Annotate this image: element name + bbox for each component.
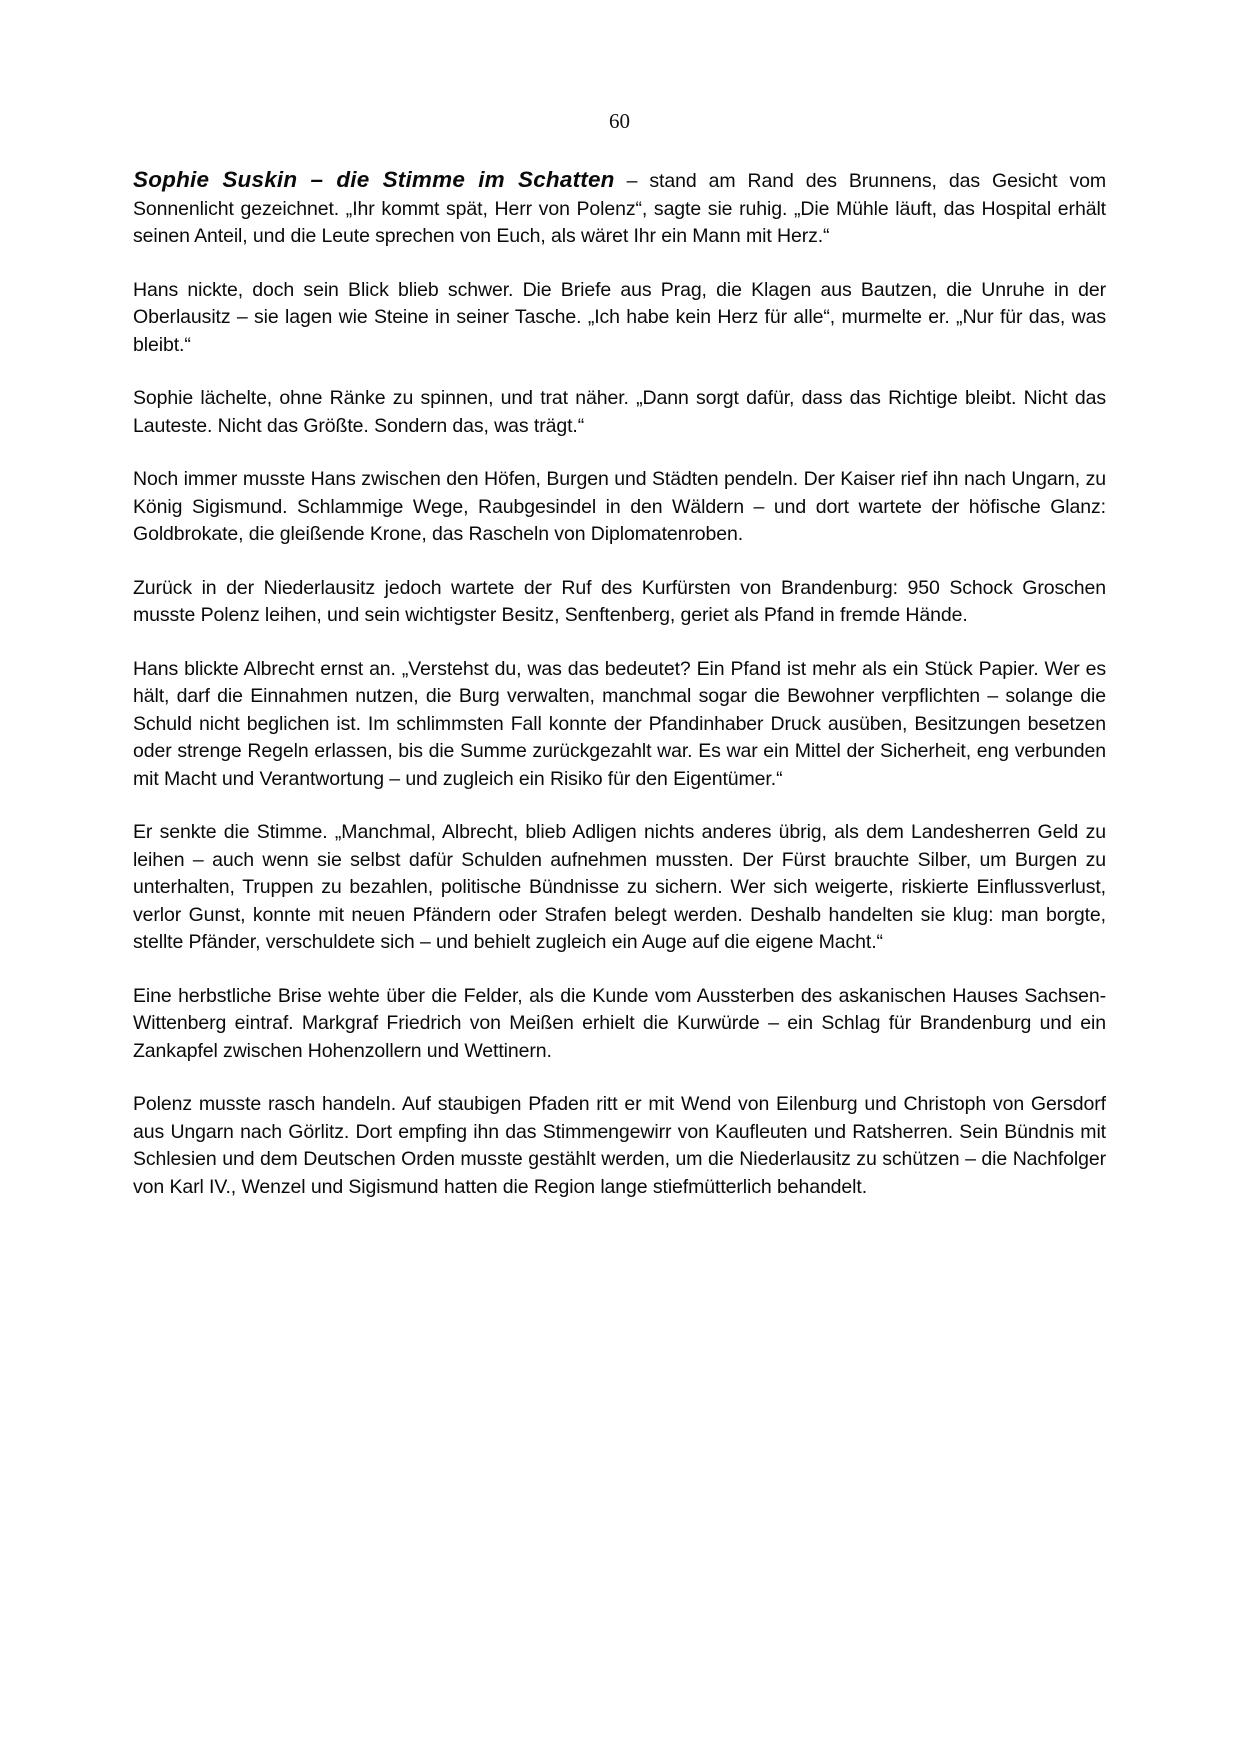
paragraph-zurueck-niederlausitz: Zurück in der Niederlausitz jedoch wartete der Ruf des Kurfürsten von Brandenburg: 950 Schock Groschen musste Polenz leihen, und sein wichtigster Besitz, Senftenberg, geriet als Pfand in fremde Hände. — [133, 576, 1106, 626]
section-heading: Sophie Suskin – die Stimme im Schatten — [133, 167, 615, 192]
page-number: 60 — [609, 109, 630, 133]
paragraph-er-senkte-die-stimme: Er senkte die Stimme. „Manchmal, Albrecht, blieb Adligen nichts anderes übrig, als dem Landesherren Geld zu leihen – auch wenn sie selbst dafür Schulden aufnehmen mussten. Der Fürst brauchte Silber, um Burgen zu unterhalten, Truppen zu bezahlen, politische Bündnisse zu sichern. Wer sich weigerte, riskierte Einflussverlust, verlor Gunst, konnte mit neuen Pfändern oder Strafen belegt werden. Deshalb handelten sie klug: man borgte, stellte Pfänder, verschuldete sich – und behielt zugleich ein Auge auf die eigene Macht.“ — [133, 821, 1106, 953]
paragraph-herbstliche-brise: Eine herbstliche Brise wehte über die Felder, als die Kunde vom Aussterben des askanischen Hauses Sachsen-Wittenberg eintraf. Markgraf Friedrich von Meißen erhielt die Kurwürde – ein Schlag für Brandenburg und ein Zankapfel zwischen Hohenzollern und Wettinern. — [133, 984, 1106, 1062]
paragraph-sophie-laechelte: Sophie lächelte, ohne Ränke zu spinnen, und trat näher. „Dann sorgt dafür, dass das Richtige bleibt. Nicht das Lauteste. Nicht das Größte. Sondern das, was trägt.“ — [133, 387, 1106, 437]
paragraph-sophie-intro — [133, 166, 1106, 251]
paragraph-polenz-musste-handeln: Polenz musste rasch handeln. Auf staubigen Pfaden ritt er mit Wend von Eilenburg und Christoph von Gersdorf aus Ungarn nach Görlitz. Dort empfing ihn das Stimmengewirr von Kaufleuten und Ratsherren. Sein Bündnis mit Schlesien und dem Deutschen Orden musste gestählt werden, um die Niederlausitz zu schützen – die Nachfolger von Karl IV., Wenzel und Sigismund hatten die Region lange stiefmütterlich behandelt. — [133, 1093, 1106, 1198]
paragraph-hans-nickte: Hans nickte, doch sein Blick blieb schwer. Die Briefe aus Prag, die Klagen aus Bautzen, die Unruhe in der Oberlausitz – sie lagen wie Steine in seiner Tasche. „Ich habe kein Herz für alle“, murmelte er. „Nur für das, was bleibt.“ — [133, 278, 1106, 356]
paragraph-hans-blickte-albrecht: Hans blickte Albrecht ernst an. „Verstehst du, was das bedeutet? Ein Pfand ist mehr als ein Stück Papier. Wer es hält, darf die Einnahmen nutzen, die Burg verwalten, manchmal sogar die Bewohner verpflichten – solange die Schuld nicht beglichen ist. Im schlimmsten Fall konnte der Pfandinhaber Druck ausüben, Besitzungen besetzen oder strenge Regeln erlassen, bis die Summe zurückgezahlt war. Es war ein Mittel der Sicherheit, eng verbunden mit Macht und Verantwortung – und zugleich ein Risiko für den Eigentümer.“ — [133, 657, 1106, 790]
paragraph-noch-immer: Noch immer musste Hans zwischen den Höfen, Burgen und Städten pendeln. Der Kaiser rief ihn nach Ungarn, zu König Sigismund. Schlammige Wege, Raubgesindel in den Wäldern – und dort wartete der höfische Glanz: Goldbrokate, die gleißende Krone, das Rascheln von Diplomatenroben. — [133, 468, 1106, 545]
paragraph-text: – stand am Rand des Brunnens, das Gesicht vom Sonnenlicht gezeichnet. „Ihr kommt spät, Herr von Polenz“, sagte sie ruhig. „Die Mühle läuft, das Hospital erhält seinen Anteil, und die Leute sprechen von Euch, als wäret Ihr ein Mann mit Herz.“ — [133, 170, 1106, 247]
page-body — [133, 166, 1106, 1201]
